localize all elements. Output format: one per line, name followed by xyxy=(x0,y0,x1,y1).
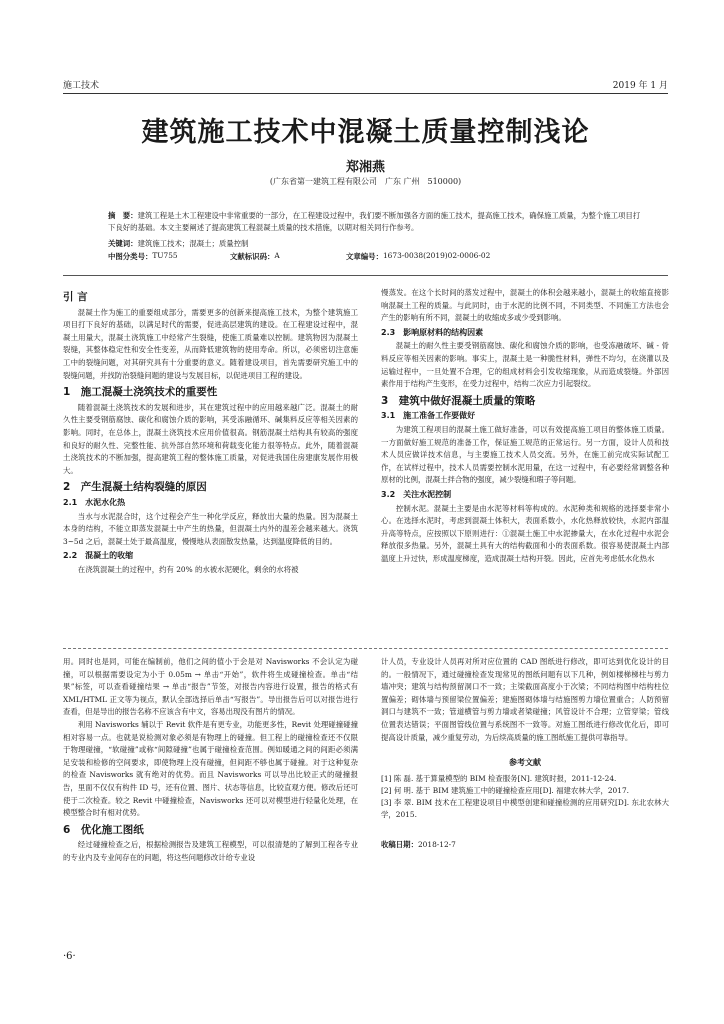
received-label: 收稿日期： xyxy=(381,839,418,849)
article-divider xyxy=(63,648,668,649)
continued-paragraph: 慢蒸发。在这个长时间的蒸发过程中，混凝土的体积会越来越小，混凝土的收缩直接影响混凝土工程的质量。与此同时，由于水泥的比例不同，不同类型、不同施工方法也会产生的影响有所不同，混凝土的收缩成多或少受到影响。 xyxy=(381,288,669,323)
article-title: 建筑施工技术中混凝土质量控制浅论 xyxy=(141,117,590,148)
issue-date: 2019 年 1 月 xyxy=(612,81,668,91)
section-1-paragraph: 随着混凝土浇筑技术的发展和进步，其在建筑过程中的应用越来越广泛。混凝土的耐久性主要受钢筋腐蚀、碳化和腐蚀介质的影响，其受冻融循环、碱集料反应等相关因素的影响。同时，在总体上，混凝土浇筑技术应用价值很高。钢筋混凝土结构具有较高的强度和良好的耐久性、完整性能、抗外部自然环境和荷载变化能力很等特点。此外，随着混凝土浇筑技术的不断加强，提高建筑工程的整体施工质量，对促进我国住房建康发展作用极大。 xyxy=(63,402,358,475)
received-value: 2018-12-7 xyxy=(417,839,456,849)
section-1-heading: 1 施工混凝土浇筑技术的重要性 xyxy=(63,386,218,399)
clc-label: 中图分类号： xyxy=(108,252,153,261)
keywords-label: 关键词： xyxy=(108,239,138,248)
received-date xyxy=(381,839,669,852)
doc-value: A xyxy=(274,251,280,260)
page-number: ·6· xyxy=(63,951,76,962)
section-2-1-paragraph: 当水与水泥混合时，这个过程会产生一种化学反应，释放出大量的热量。因为混凝土本身的结构，不能立即蒸发混凝土中产生的热量，但混凝土内外的温差会越来越大。浇筑 3~5d 之后，混凝土处于最高温度，慢慢地从表面散发热量，达到温度降低的目的。 xyxy=(63,511,358,546)
section-6-paragraph: 经过碰撞检查之后，根据检测报告及建筑工程模型，可以很清楚的了解到工程各专业的专业内及专业间存在的问题，将这些问题修改计给专业设 xyxy=(63,840,358,862)
art-label: 文章编号： xyxy=(346,252,383,261)
abstract xyxy=(108,210,643,234)
section-3-1-heading: 3.1 施工准备工作要做好 xyxy=(381,411,476,421)
intro-paragraph: 混凝土作为施工的重要组成部分，需要更多的创新来提高施工技术，为整个建筑施工项目打下良好的基础，以满足时代的需要，促进高层建筑的建设。在工程建设过程中，混凝土用量大，混凝土浇筑施工中经常产生裂缝，使施工质量难以控制。建筑物因为混凝土裂缝，其整体稳定性和安全性变差，从而降低建筑物的使用寿命。所以，必须密切注意施工中的裂缝问题，对其研究具有十分重要的意义。随着建设项目，首先需要研究施工中的裂缝问题，并找防治裂缝问题的建设与发展目标，以促进项目工程的建设。 xyxy=(63,307,358,380)
abstract-text: 建筑工程是土木工程建设中非常重要的一部分，在工程建设过程中，我们要不断加强各方面的施工技术，提高施工技术，确保施工质量，为整个施工项目打下良好的基础。本文主要阐述了提高建筑工程混凝土质量的技术措施，以期对相关同行作参考。 xyxy=(108,211,641,232)
section-2-heading: 2 产生混凝土结构裂缝的原因 xyxy=(63,481,207,494)
lower-left-paragraph-2: 利用 Navisworks 辅以于 Revit 软件是有更专业，功能更多性，Revit 处理碰撞碰撞相对容易一点。也就是说检测对象必须是有物理上的碰撞。但工程上的碰撞检查还不仅限于物理碰撞，“软碰撞”或称“间隙碰撞”也属于碰撞检查范围。例如暖通之间的间距必须满足安装和检修的空间要求，即使物理上没有碰撞，但间距不够也属于碰撞。对于这种复杂的检查 Navisworks 就有绝对的优势。而且 Navisworks 可以导出比较正式的碰撞报告，里面不仅仅有构件 ID 号，还有位置、图片、状态等信息，比较直观方便。修改后还可使于二次检查。较之 Revit 中碰撞检查，Navisworks 还可以对模型进行轻量化处理，在模型整合时有相对优势。 xyxy=(63,719,358,818)
intro-heading: 引 言 xyxy=(63,291,88,303)
author: 郑湘燕 xyxy=(345,160,385,175)
reference-item: [1] 陈 磊. 基于算量模型的 BIM 检查服务[N]. 建筑时报，2011-12-24. xyxy=(381,773,617,783)
lower-right-paragraph: 计人员，专业设计人员再对所对应位置的 CAD 图纸进行修改，即可达到优化设计的目的。一般情况下，通过碰撞检查发现常见的图纸问题有以下几种，例如楼梯梯柱与剪力墙冲突；建筑与结构预留洞口不一致；主梁截面高度小于次梁；不同结构图中结构柱位置偏差；砌体墙与预留梁位置偏差；建施图砌体墙与结施图剪力墙位置重合；人防预留洞口与建筑不一致；管道横管与剪力墙或者梁碰撞；风管设计不合理；立管穿梁；管线位置表达错误；平面图管线位置与系统图不一致等。对施工图纸进行修改优化后，即可提高设计质量，减少重复劳动，为后续高质量的施工图纸施工提供可靠指导。 xyxy=(381,657,669,742)
abstract-rule xyxy=(63,275,668,276)
section-2-2-paragraph: 在浇筑混凝土的过程中，约有 20% 的水被水泥硬化，剩余的水将被 xyxy=(77,564,299,574)
section-3-2-paragraph: 控制水泥。混凝土主要是由水泥等材料等构成的。水泥种类和规格的选择要非常小心。在选择水泥时，考虑到混凝土体积大，表面系数小，水化热释放较快，水泥内部温升高等特点，应按照以下原则进行：①混凝土施工中水泥掺量大，在水化过程中水泥会释放很多热量。另外，混凝土具有大的结构截面和小的表面系数。很容易使混凝土内部温度上升过快，形成温度梯度，造成混凝土结构开裂。因此，应首先考虑低水化热水 xyxy=(381,503,669,563)
references-heading: 参考文献 xyxy=(509,757,541,768)
art-value: 1673-0038(2019)02-0006-02 xyxy=(382,251,491,260)
keywords-text: 建筑施工技术；混凝土；质量控制 xyxy=(137,239,249,248)
journal-name: 施工技术 xyxy=(63,81,100,91)
doc-label: 文献标识码： xyxy=(230,252,275,261)
reference-item: [2] 何 明. 基于 BIM 建筑施工中的碰撞检查应用[D]. 福建农林大学，2017. xyxy=(381,785,630,795)
reference-item: [3] 李 翠. BIM 技术在工程建设项目中模型创建和碰撞检测的应用研究[D]. 东北农林大学，2015. xyxy=(381,797,669,819)
section-2-3-paragraph: 混凝土的耐久性主要受钢筋腐蚀、碳化和腐蚀介质的影响，也受冻融破坏、碱 - 骨料反应等相关因素的影响。事实上，混凝土是一种脆性材料，弹性不均匀，在浇灌以及运输过程中，一旦处置不合理，它的组成材料会引发收缩现象，从而造成裂缝。外部因素作用于结构产生变形，在受力过程中，结构二次应力引起裂纹。 xyxy=(381,341,669,389)
section-6-heading: 6 优化施工图纸 xyxy=(63,823,144,836)
lower-left-column xyxy=(63,656,358,865)
keywords xyxy=(108,238,248,249)
right-column xyxy=(381,287,669,565)
section-3-2-heading: 3.2 关注水泥控制 xyxy=(381,489,452,499)
affiliation: (广东省第一建筑工程有限公司 广东 广州 510000) xyxy=(269,177,462,186)
section-2-1-heading: 2.1 水泥水化热 xyxy=(63,497,126,507)
lower-left-paragraph-1: 用。同时也是同，可能在编制前，他们之间的值小于会是对 Navisworks 不会认定为碰撞，可以根据需要设定为小于 0.05m → 单击“开始”，软件将生成碰撞检查。单击“结果”标签，可以查看碰撞结果 → 单击“报告”节签，对报告内容进行设置，报告的格式有 XML/HTML 正文等为视点，默认全部选择后单击“写报告”。导出报告后可以对报告进行查看，但是导出的报告名称不应该含有中文，容易出现没有图片的情况。 xyxy=(63,657,358,717)
section-2-2-heading: 2.2 混凝土的收缩 xyxy=(63,551,134,561)
abstract-label: 摘 要： xyxy=(108,211,138,220)
clc-value: TU755 xyxy=(152,251,178,260)
section-3-1-paragraph: 为建筑工程项目的混凝土施工做好准备，可以有效提高施工项目的整体施工质量。一方面做好施工规范的准备工作，保证施工规范的正常运行。另一方面，设计人员和技术人员应做详技术信息，与主要施工技术人员交流。另外，在施工前完成实际试配工作，在试样过程中，技术人员需要控制水泥用量，在这一过程中，有必要经常调整各种原材的比例，混凝土拌合物的强度，减少裂缝和瑕子等问题。 xyxy=(381,424,669,485)
header-rule xyxy=(63,93,668,94)
section-3-heading: 3 建筑中做好混凝土质量的策略 xyxy=(381,394,536,407)
left-column xyxy=(63,287,358,576)
lower-right-column xyxy=(381,656,669,851)
section-2-3-heading: 2.3 影响原材料的结构因素 xyxy=(381,327,484,337)
